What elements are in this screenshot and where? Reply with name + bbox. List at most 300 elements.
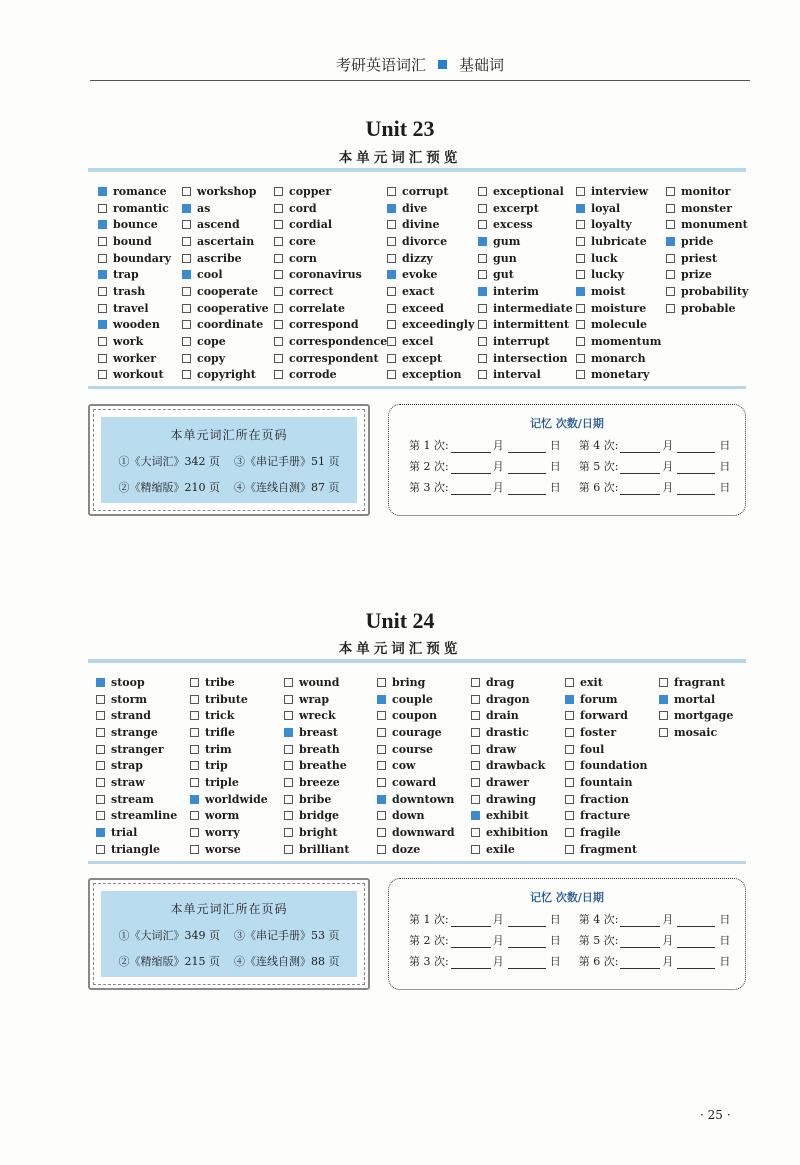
checkbox[interactable]: [98, 254, 107, 263]
checkbox[interactable]: [666, 287, 675, 296]
checkbox[interactable]: [478, 204, 487, 213]
word-item[interactable]: [387, 367, 474, 384]
checkbox[interactable]: [377, 745, 386, 754]
word-item[interactable]: [471, 674, 548, 691]
checkbox[interactable]: [565, 745, 574, 754]
checkbox[interactable]: [190, 711, 199, 720]
memory-entry[interactable]: [579, 953, 731, 969]
word-item[interactable]: [659, 707, 733, 724]
checkbox[interactable]: [182, 220, 191, 229]
checkbox[interactable]: [478, 220, 487, 229]
word-item[interactable]: [478, 200, 573, 217]
checkbox[interactable]: [576, 304, 585, 313]
checkbox[interactable]: [190, 728, 199, 737]
word-item[interactable]: [576, 183, 661, 200]
word-item[interactable]: [182, 250, 269, 267]
month-blank[interactable]: [620, 441, 660, 453]
word-item[interactable]: [387, 250, 474, 267]
word-item[interactable]: [182, 317, 269, 334]
word-item[interactable]: [98, 317, 171, 334]
word-item[interactable]: [387, 283, 474, 300]
checkbox[interactable]: [284, 845, 293, 854]
month-blank[interactable]: [451, 462, 491, 474]
checkbox[interactable]: [96, 711, 105, 720]
checkbox[interactable]: [387, 237, 396, 246]
checkbox[interactable]: [96, 778, 105, 787]
checkbox[interactable]: [387, 287, 396, 296]
word-item[interactable]: [478, 283, 573, 300]
checkbox[interactable]: [471, 678, 480, 687]
word-item[interactable]: [471, 757, 548, 774]
word-item[interactable]: [284, 824, 349, 841]
word-item[interactable]: [565, 724, 647, 741]
checkbox[interactable]: [182, 354, 191, 363]
word-item[interactable]: [96, 791, 177, 808]
checkbox[interactable]: [478, 187, 487, 196]
memory-entry[interactable]: [579, 932, 731, 948]
checkbox[interactable]: [96, 795, 105, 804]
checkbox[interactable]: [387, 254, 396, 263]
checkbox[interactable]: [471, 695, 480, 704]
checked-checkbox[interactable]: [190, 795, 199, 804]
word-item[interactable]: [659, 674, 733, 691]
checked-checkbox[interactable]: [96, 828, 105, 837]
checkbox[interactable]: [471, 778, 480, 787]
word-item[interactable]: [377, 757, 455, 774]
checkbox[interactable]: [659, 678, 668, 687]
checked-checkbox[interactable]: [576, 287, 585, 296]
checkbox[interactable]: [576, 237, 585, 246]
checkbox[interactable]: [284, 711, 293, 720]
word-item[interactable]: [96, 824, 177, 841]
word-item[interactable]: [182, 183, 269, 200]
checkbox[interactable]: [565, 678, 574, 687]
word-item[interactable]: [471, 774, 548, 791]
word-item[interactable]: [190, 674, 268, 691]
checked-checkbox[interactable]: [377, 795, 386, 804]
checkbox[interactable]: [274, 204, 283, 213]
word-item[interactable]: [387, 183, 474, 200]
checkbox[interactable]: [387, 354, 396, 363]
word-item[interactable]: [377, 674, 455, 691]
word-item[interactable]: [96, 707, 177, 724]
word-item[interactable]: [565, 691, 647, 708]
checkbox[interactable]: [576, 220, 585, 229]
checked-checkbox[interactable]: [565, 695, 574, 704]
checked-checkbox[interactable]: [98, 220, 107, 229]
word-item[interactable]: [387, 216, 474, 233]
word-item[interactable]: [471, 724, 548, 741]
checkbox[interactable]: [190, 678, 199, 687]
checkbox[interactable]: [274, 337, 283, 346]
word-item[interactable]: [284, 808, 349, 825]
word-item[interactable]: [659, 724, 733, 741]
day-blank[interactable]: [508, 957, 546, 969]
word-item[interactable]: [666, 250, 748, 267]
day-blank[interactable]: [677, 915, 715, 927]
word-item[interactable]: [387, 233, 474, 250]
word-item[interactable]: [377, 824, 455, 841]
word-item[interactable]: [284, 757, 349, 774]
checkbox[interactable]: [387, 220, 396, 229]
day-blank[interactable]: [508, 915, 546, 927]
checkbox[interactable]: [284, 745, 293, 754]
word-item[interactable]: [190, 791, 268, 808]
word-item[interactable]: [576, 233, 661, 250]
word-item[interactable]: [96, 774, 177, 791]
checkbox[interactable]: [471, 795, 480, 804]
month-blank[interactable]: [451, 936, 491, 948]
word-item[interactable]: [98, 183, 171, 200]
memory-entry[interactable]: [409, 437, 561, 453]
word-item[interactable]: [274, 283, 387, 300]
word-item[interactable]: [98, 233, 171, 250]
checkbox[interactable]: [274, 187, 283, 196]
checkbox[interactable]: [471, 761, 480, 770]
checkbox[interactable]: [576, 254, 585, 263]
checkbox[interactable]: [284, 811, 293, 820]
word-item[interactable]: [387, 200, 474, 217]
day-blank[interactable]: [508, 462, 546, 474]
checkbox[interactable]: [274, 287, 283, 296]
word-item[interactable]: [478, 216, 573, 233]
word-item[interactable]: [576, 216, 661, 233]
checkbox[interactable]: [666, 270, 675, 279]
checkbox[interactable]: [274, 220, 283, 229]
checkbox[interactable]: [284, 828, 293, 837]
memory-entry[interactable]: [409, 458, 561, 474]
checked-checkbox[interactable]: [377, 695, 386, 704]
checked-checkbox[interactable]: [666, 237, 675, 246]
word-item[interactable]: [190, 841, 268, 858]
checkbox[interactable]: [387, 337, 396, 346]
month-blank[interactable]: [620, 483, 660, 495]
checkbox[interactable]: [190, 828, 199, 837]
checkbox[interactable]: [96, 811, 105, 820]
checked-checkbox[interactable]: [98, 187, 107, 196]
checked-checkbox[interactable]: [471, 811, 480, 820]
word-item[interactable]: [274, 300, 387, 317]
word-item[interactable]: [98, 200, 171, 217]
checkbox[interactable]: [284, 695, 293, 704]
checked-checkbox[interactable]: [387, 270, 396, 279]
checkbox[interactable]: [666, 187, 675, 196]
checkbox[interactable]: [478, 354, 487, 363]
word-item[interactable]: [565, 707, 647, 724]
checked-checkbox[interactable]: [478, 237, 487, 246]
day-blank[interactable]: [508, 441, 546, 453]
word-item[interactable]: [190, 741, 268, 758]
checkbox[interactable]: [274, 370, 283, 379]
day-blank[interactable]: [677, 957, 715, 969]
month-blank[interactable]: [451, 957, 491, 969]
word-item[interactable]: [190, 724, 268, 741]
checkbox[interactable]: [274, 237, 283, 246]
word-item[interactable]: [274, 216, 387, 233]
checkbox[interactable]: [666, 220, 675, 229]
day-blank[interactable]: [677, 936, 715, 948]
word-item[interactable]: [471, 707, 548, 724]
checkbox[interactable]: [576, 370, 585, 379]
word-item[interactable]: [182, 200, 269, 217]
word-item[interactable]: [284, 674, 349, 691]
word-item[interactable]: [576, 266, 661, 283]
checkbox[interactable]: [377, 778, 386, 787]
word-item[interactable]: [478, 333, 573, 350]
word-item[interactable]: [96, 757, 177, 774]
word-item[interactable]: [284, 774, 349, 791]
word-item[interactable]: [576, 200, 661, 217]
word-item[interactable]: [565, 841, 647, 858]
checkbox[interactable]: [98, 354, 107, 363]
word-item[interactable]: [182, 367, 269, 384]
checked-checkbox[interactable]: [182, 204, 191, 213]
memory-entry[interactable]: [409, 479, 561, 495]
checkbox[interactable]: [565, 778, 574, 787]
word-item[interactable]: [478, 183, 573, 200]
word-item[interactable]: [274, 333, 387, 350]
word-item[interactable]: [98, 333, 171, 350]
word-item[interactable]: [471, 824, 548, 841]
checkbox[interactable]: [478, 337, 487, 346]
checkbox[interactable]: [284, 778, 293, 787]
word-item[interactable]: [478, 367, 573, 384]
memory-entry[interactable]: [409, 932, 561, 948]
word-item[interactable]: [576, 283, 661, 300]
checkbox[interactable]: [478, 320, 487, 329]
checkbox[interactable]: [565, 711, 574, 720]
month-blank[interactable]: [620, 936, 660, 948]
checkbox[interactable]: [478, 370, 487, 379]
word-item[interactable]: [190, 691, 268, 708]
word-item[interactable]: [182, 216, 269, 233]
word-item[interactable]: [377, 741, 455, 758]
checkbox[interactable]: [387, 320, 396, 329]
word-item[interactable]: [98, 216, 171, 233]
checked-checkbox[interactable]: [96, 678, 105, 687]
checkbox[interactable]: [565, 795, 574, 804]
word-item[interactable]: [98, 266, 171, 283]
word-item[interactable]: [666, 216, 748, 233]
word-item[interactable]: [666, 233, 748, 250]
checkbox[interactable]: [471, 728, 480, 737]
checkbox[interactable]: [666, 204, 675, 213]
word-item[interactable]: [96, 724, 177, 741]
word-item[interactable]: [284, 707, 349, 724]
checked-checkbox[interactable]: [659, 695, 668, 704]
day-blank[interactable]: [677, 483, 715, 495]
word-item[interactable]: [478, 350, 573, 367]
day-blank[interactable]: [508, 483, 546, 495]
memory-entry[interactable]: [409, 953, 561, 969]
word-item[interactable]: [96, 741, 177, 758]
checkbox[interactable]: [377, 761, 386, 770]
checkbox[interactable]: [471, 745, 480, 754]
word-item[interactable]: [284, 791, 349, 808]
checkbox[interactable]: [576, 320, 585, 329]
checked-checkbox[interactable]: [478, 287, 487, 296]
checkbox[interactable]: [96, 695, 105, 704]
word-item[interactable]: [377, 791, 455, 808]
word-item[interactable]: [377, 808, 455, 825]
word-item[interactable]: [190, 774, 268, 791]
word-item[interactable]: [274, 266, 387, 283]
word-item[interactable]: [666, 283, 748, 300]
checkbox[interactable]: [96, 845, 105, 854]
checkbox[interactable]: [274, 304, 283, 313]
checkbox[interactable]: [182, 370, 191, 379]
word-item[interactable]: [182, 233, 269, 250]
day-blank[interactable]: [508, 936, 546, 948]
checkbox[interactable]: [284, 678, 293, 687]
checkbox[interactable]: [377, 678, 386, 687]
word-item[interactable]: [576, 333, 661, 350]
checkbox[interactable]: [274, 270, 283, 279]
checked-checkbox[interactable]: [182, 270, 191, 279]
checkbox[interactable]: [182, 337, 191, 346]
month-blank[interactable]: [451, 483, 491, 495]
word-item[interactable]: [377, 707, 455, 724]
word-item[interactable]: [190, 824, 268, 841]
word-item[interactable]: [387, 350, 474, 367]
word-item[interactable]: [478, 266, 573, 283]
checkbox[interactable]: [182, 254, 191, 263]
checkbox[interactable]: [387, 370, 396, 379]
checkbox[interactable]: [377, 728, 386, 737]
checkbox[interactable]: [98, 337, 107, 346]
checkbox[interactable]: [471, 845, 480, 854]
checkbox[interactable]: [377, 811, 386, 820]
checkbox[interactable]: [182, 237, 191, 246]
word-item[interactable]: [387, 317, 474, 334]
checkbox[interactable]: [284, 795, 293, 804]
word-item[interactable]: [565, 808, 647, 825]
checkbox[interactable]: [98, 204, 107, 213]
word-item[interactable]: [284, 724, 349, 741]
checkbox[interactable]: [666, 304, 675, 313]
word-item[interactable]: [182, 333, 269, 350]
word-item[interactable]: [666, 183, 748, 200]
checked-checkbox[interactable]: [284, 728, 293, 737]
word-item[interactable]: [565, 757, 647, 774]
word-item[interactable]: [190, 808, 268, 825]
checkbox[interactable]: [471, 711, 480, 720]
word-item[interactable]: [182, 283, 269, 300]
word-item[interactable]: [471, 841, 548, 858]
checkbox[interactable]: [471, 828, 480, 837]
memory-entry[interactable]: [579, 458, 731, 474]
word-item[interactable]: [666, 200, 748, 217]
checkbox[interactable]: [659, 711, 668, 720]
day-blank[interactable]: [677, 462, 715, 474]
word-item[interactable]: [274, 367, 387, 384]
checkbox[interactable]: [478, 270, 487, 279]
day-blank[interactable]: [677, 441, 715, 453]
month-blank[interactable]: [620, 462, 660, 474]
checkbox[interactable]: [274, 320, 283, 329]
checkbox[interactable]: [98, 287, 107, 296]
word-item[interactable]: [576, 350, 661, 367]
word-item[interactable]: [387, 266, 474, 283]
checkbox[interactable]: [565, 828, 574, 837]
word-item[interactable]: [377, 841, 455, 858]
word-item[interactable]: [576, 250, 661, 267]
word-item[interactable]: [666, 266, 748, 283]
checkbox[interactable]: [565, 811, 574, 820]
checkbox[interactable]: [190, 761, 199, 770]
checkbox[interactable]: [274, 354, 283, 363]
word-item[interactable]: [576, 367, 661, 384]
word-item[interactable]: [387, 333, 474, 350]
word-item[interactable]: [96, 808, 177, 825]
checkbox[interactable]: [387, 187, 396, 196]
word-item[interactable]: [565, 674, 647, 691]
word-item[interactable]: [478, 250, 573, 267]
checkbox[interactable]: [190, 695, 199, 704]
checked-checkbox[interactable]: [576, 204, 585, 213]
word-item[interactable]: [377, 691, 455, 708]
checkbox[interactable]: [576, 270, 585, 279]
word-item[interactable]: [576, 317, 661, 334]
checkbox[interactable]: [478, 304, 487, 313]
memory-entry[interactable]: [409, 911, 561, 927]
checkbox[interactable]: [182, 287, 191, 296]
checkbox[interactable]: [98, 237, 107, 246]
word-item[interactable]: [284, 741, 349, 758]
word-item[interactable]: [98, 350, 171, 367]
word-item[interactable]: [666, 300, 748, 317]
checkbox[interactable]: [274, 254, 283, 263]
checkbox[interactable]: [576, 354, 585, 363]
checkbox[interactable]: [98, 370, 107, 379]
word-item[interactable]: [284, 691, 349, 708]
checkbox[interactable]: [182, 304, 191, 313]
word-item[interactable]: [284, 841, 349, 858]
word-item[interactable]: [659, 691, 733, 708]
checkbox[interactable]: [666, 254, 675, 263]
word-item[interactable]: [98, 250, 171, 267]
word-item[interactable]: [96, 674, 177, 691]
word-item[interactable]: [471, 791, 548, 808]
checkbox[interactable]: [377, 845, 386, 854]
checkbox[interactable]: [565, 845, 574, 854]
word-item[interactable]: [190, 757, 268, 774]
word-item[interactable]: [471, 691, 548, 708]
word-item[interactable]: [274, 200, 387, 217]
word-item[interactable]: [98, 283, 171, 300]
word-item[interactable]: [274, 250, 387, 267]
checkbox[interactable]: [565, 761, 574, 770]
checkbox[interactable]: [387, 304, 396, 313]
checkbox[interactable]: [576, 337, 585, 346]
memory-entry[interactable]: [579, 911, 731, 927]
word-item[interactable]: [471, 741, 548, 758]
checkbox[interactable]: [96, 728, 105, 737]
checkbox[interactable]: [182, 320, 191, 329]
word-item[interactable]: [98, 300, 171, 317]
month-blank[interactable]: [620, 957, 660, 969]
checkbox[interactable]: [182, 187, 191, 196]
checkbox[interactable]: [98, 304, 107, 313]
word-item[interactable]: [576, 300, 661, 317]
month-blank[interactable]: [451, 441, 491, 453]
word-item[interactable]: [96, 841, 177, 858]
word-item[interactable]: [98, 367, 171, 384]
checkbox[interactable]: [96, 745, 105, 754]
checkbox[interactable]: [659, 728, 668, 737]
checked-checkbox[interactable]: [387, 204, 396, 213]
checkbox[interactable]: [190, 845, 199, 854]
